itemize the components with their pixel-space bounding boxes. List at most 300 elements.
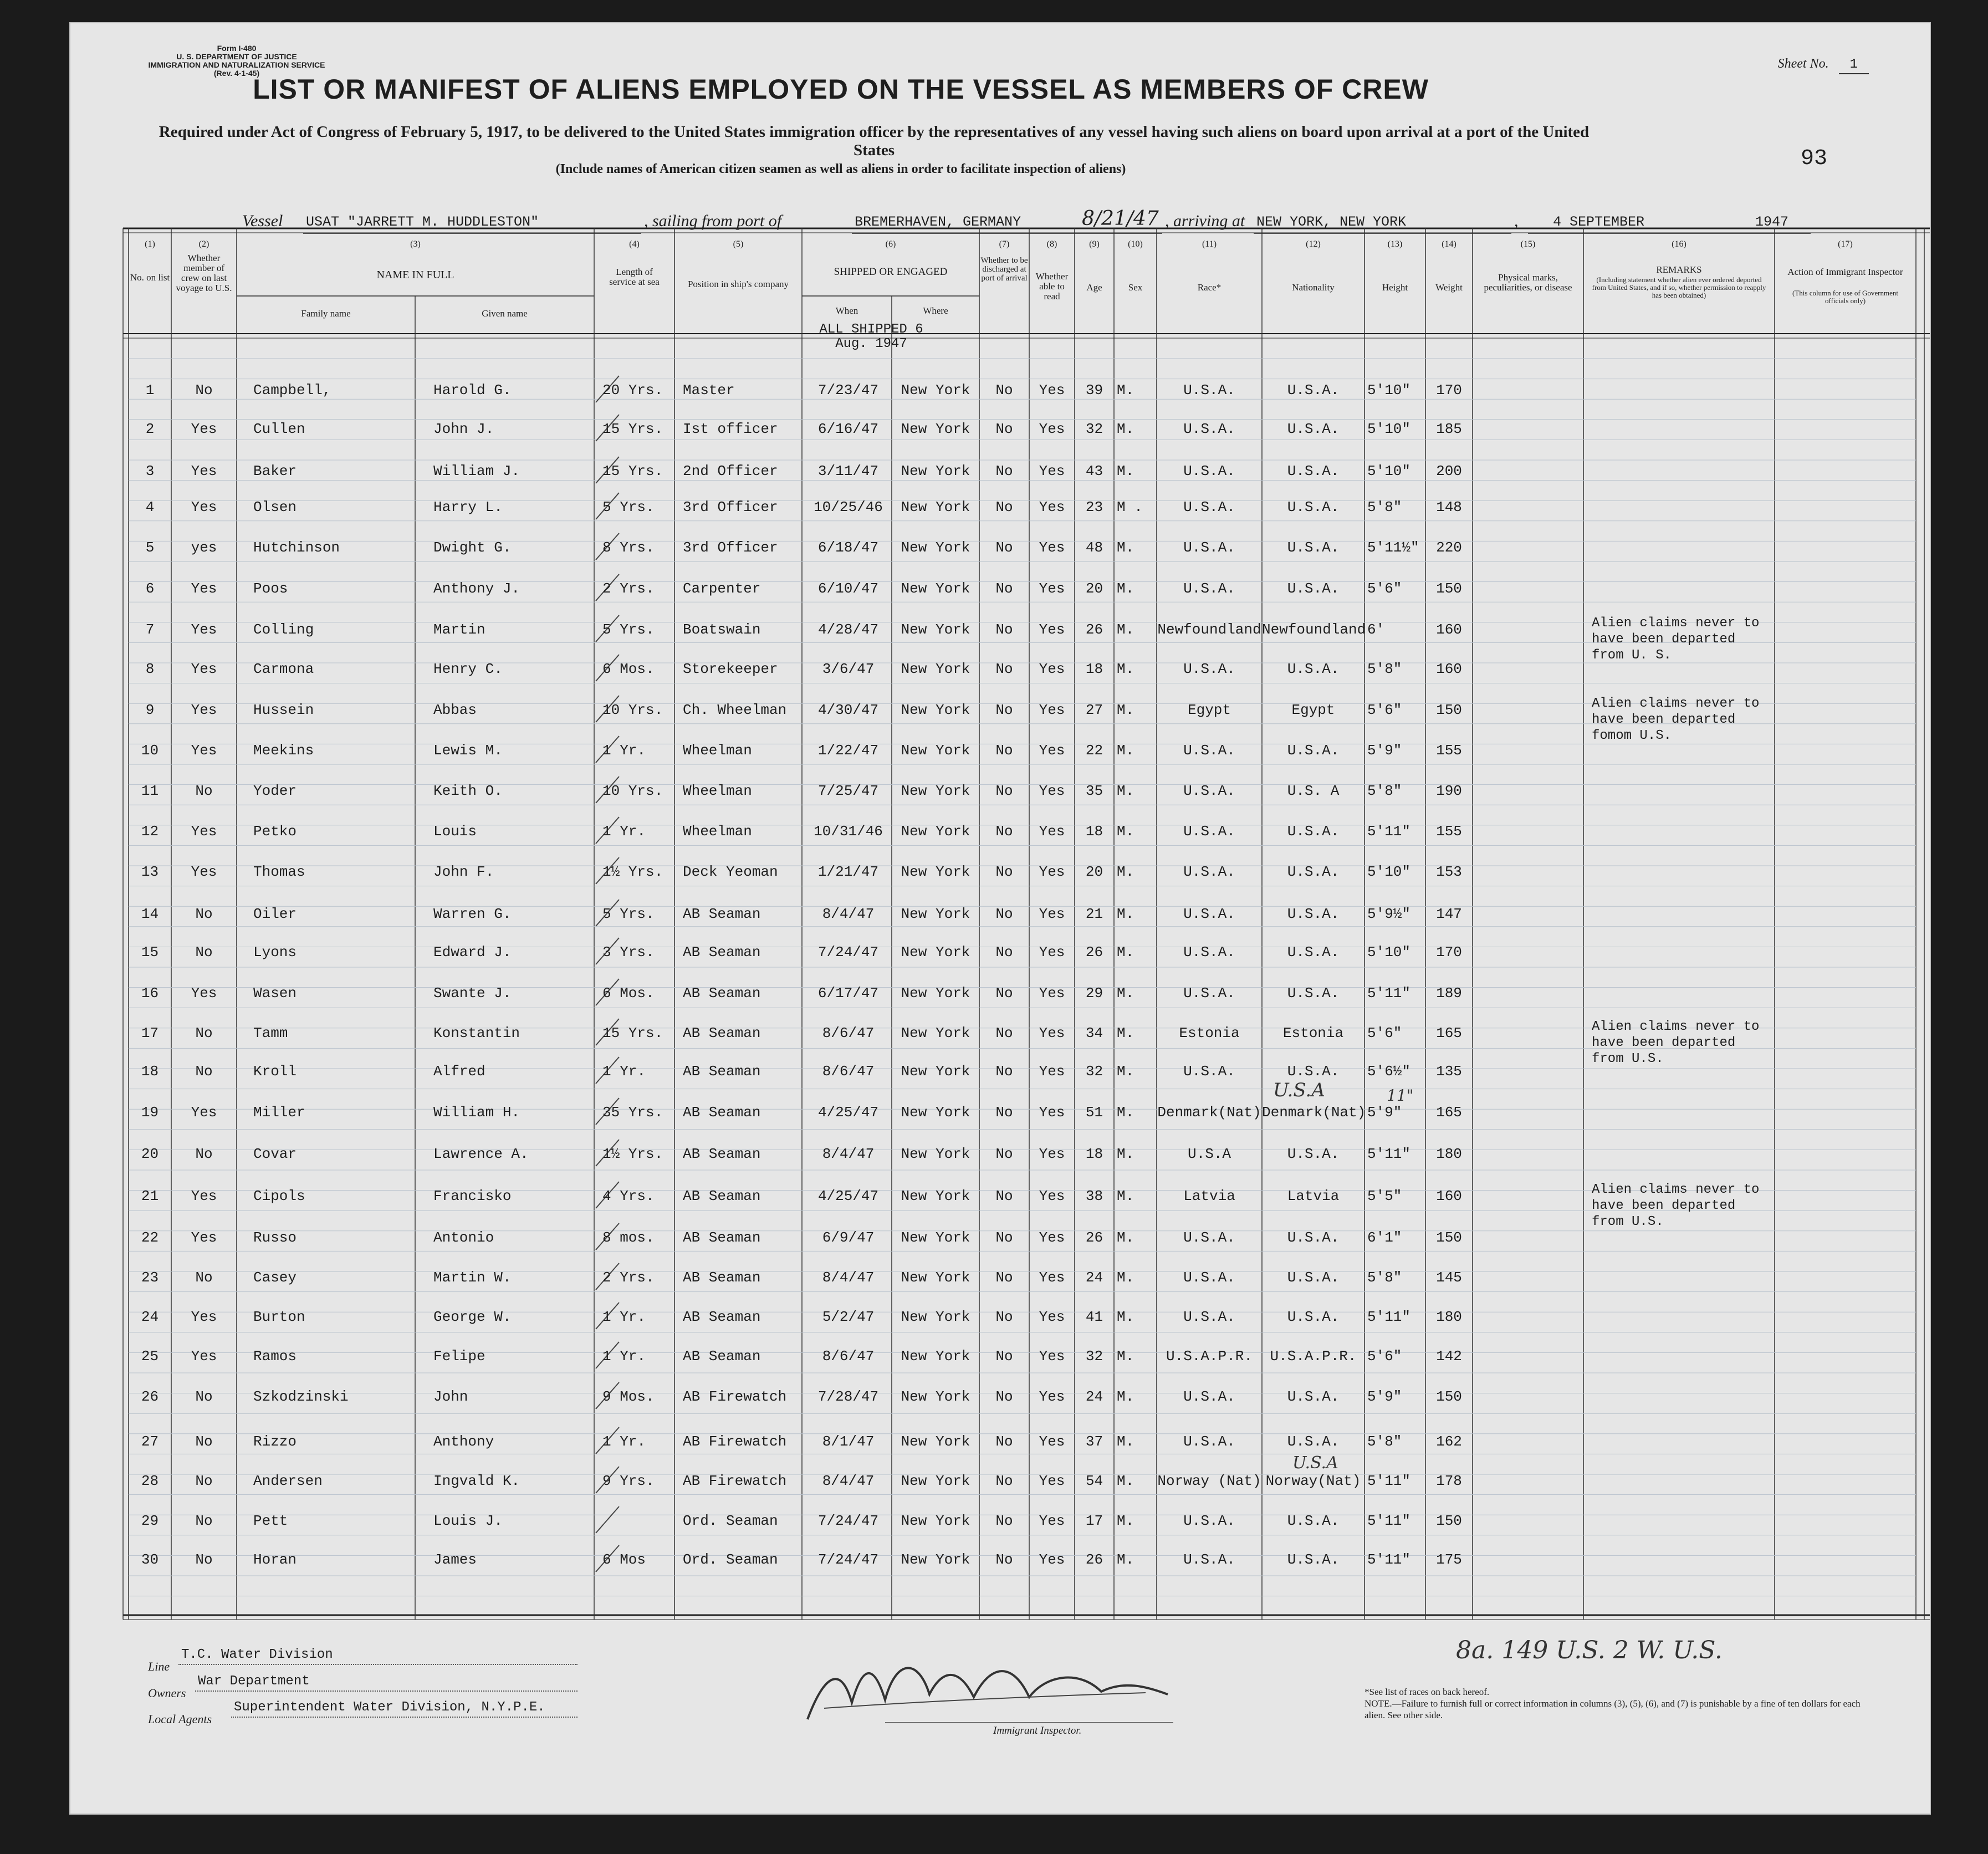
cell-sex: M. <box>1117 539 1134 556</box>
cell-position: Wheelman <box>683 742 752 759</box>
cell-service: 1 Yr. <box>602 1348 646 1365</box>
cell-discharged: No <box>995 1188 1013 1204</box>
header-physical-marks: Physical marks, peculiarities, or disease <box>1484 272 1572 293</box>
cell-service: 10 Yrs. <box>602 783 663 799</box>
cell-prev: Yes <box>191 823 217 840</box>
cell-given: Harold G. <box>433 382 512 399</box>
cell-height: 5'9" <box>1367 742 1402 759</box>
cell-when: 6/10/47 <box>817 580 879 597</box>
header-able-to-read: Whether able to read <box>1035 271 1069 302</box>
cell-service: 5 Yrs. <box>602 906 655 922</box>
line-label: Line <box>148 1659 170 1673</box>
cell-given: Keith O. <box>433 783 503 799</box>
cell-race: U.S.A.P.R. <box>1166 1348 1253 1365</box>
cell-given: Felipe <box>433 1348 485 1365</box>
cell-service: 9 Yrs. <box>602 1473 655 1489</box>
cell-given: William J. <box>433 463 520 479</box>
cell-read: Yes <box>1039 742 1065 759</box>
cell-height: 5'11" <box>1367 1146 1411 1162</box>
cell-discharged: No <box>995 1513 1013 1529</box>
header-position: Position in ship's company <box>687 279 789 289</box>
cell-read: Yes <box>1039 580 1065 597</box>
cell-discharged: No <box>995 421 1013 437</box>
cell-where: New York <box>901 539 970 556</box>
cell-age: 22 <box>1085 742 1103 759</box>
cell-sex: M. <box>1117 864 1134 880</box>
header-length-of-service: Length of service at sea <box>609 267 660 287</box>
cell-nationality: U.S. A <box>1287 783 1340 799</box>
cell-where: New York <box>901 1433 970 1450</box>
cell-where: New York <box>901 421 970 437</box>
cell-weight: 155 <box>1436 742 1462 759</box>
cell-sex: M. <box>1117 1513 1134 1529</box>
cell-given: Warren G. <box>433 906 512 922</box>
cell-position: Ist officer <box>683 421 778 437</box>
revision-date: (Rev. 4-1-45) <box>213 69 260 78</box>
cell-when: 4/30/47 <box>817 702 879 718</box>
cell-when: 1/21/47 <box>817 864 879 880</box>
cell-nationality: U.S.A. <box>1287 1551 1340 1568</box>
cell-family: Hussein <box>253 702 314 718</box>
cell-family: Burton <box>253 1309 305 1325</box>
cell-prev: No <box>195 1513 213 1529</box>
cell-height: 5'6" <box>1367 1348 1402 1365</box>
cell-nationality: Newfoundland <box>1262 621 1366 638</box>
cell-weight: 160 <box>1436 1188 1462 1204</box>
cell-family: Campbell, <box>253 382 331 399</box>
column-number: (6) <box>885 239 896 249</box>
cell-no: 6 <box>145 580 155 597</box>
inspector-label: Immigrant Inspector. <box>993 1725 1082 1736</box>
column-number: (9) <box>1089 239 1100 249</box>
cell-when: 8/4/47 <box>822 906 875 922</box>
cell-family: Kroll <box>253 1063 297 1080</box>
cell-age: 26 <box>1085 621 1103 638</box>
cell-service: 1 Yr. <box>602 1309 646 1325</box>
cell-given: William H. <box>433 1104 520 1121</box>
cell-given: Lewis M. <box>433 742 503 759</box>
column-number: (13) <box>1387 239 1403 249</box>
cell-height: 5'8" <box>1367 499 1402 515</box>
cell-nationality: U.S.A. <box>1287 906 1340 922</box>
cell-family: Colling <box>253 621 314 638</box>
cell-height: 5'6" <box>1367 1025 1402 1041</box>
cell-nationality: Latvia <box>1287 1188 1340 1204</box>
cell-weight: 147 <box>1436 906 1462 922</box>
cell-family: Oiler <box>253 906 297 922</box>
cell-given: Martin W. <box>433 1269 512 1286</box>
cell-no: 30 <box>141 1551 159 1568</box>
cell-position: AB Seaman <box>683 1309 761 1325</box>
cell-weight: 160 <box>1436 661 1462 677</box>
cell-no: 18 <box>141 1063 159 1080</box>
cell-height: 5'9" <box>1367 1104 1402 1121</box>
cell-nationality: U.S.A. <box>1287 742 1340 759</box>
header-inspector-action: Action of Immigrant Inspector <box>1787 267 1903 277</box>
cell-no: 28 <box>141 1473 159 1489</box>
cell-race: U.S.A. <box>1183 1433 1235 1450</box>
cell-race: U.S.A. <box>1183 783 1235 799</box>
cell-prev: No <box>195 906 213 922</box>
cell-nationality: U.S.A. <box>1287 1146 1340 1162</box>
cell-where: New York <box>901 580 970 597</box>
cell-nationality: U.S.A. <box>1287 1388 1340 1405</box>
cell-when: 6/17/47 <box>817 985 879 1002</box>
cell-no: 13 <box>141 864 159 880</box>
column-number: (5) <box>733 239 744 249</box>
cell-discharged: No <box>995 661 1013 677</box>
cell-position: 3rd Officer <box>683 539 778 556</box>
cell-given: Francisko <box>433 1188 512 1204</box>
header-age: Age <box>1086 282 1102 293</box>
cell-age: 38 <box>1085 1188 1103 1204</box>
cell-position: AB Seaman <box>683 1063 761 1080</box>
cell-discharged: No <box>995 539 1013 556</box>
cell-race: U.S.A. <box>1183 944 1235 961</box>
cell-given: John <box>433 1388 468 1405</box>
cell-nationality: U.S.A. <box>1287 1063 1340 1080</box>
cell-age: 24 <box>1085 1388 1103 1405</box>
cell-given: John F. <box>433 864 494 880</box>
cell-when: 10/31/46 <box>814 823 883 840</box>
cell-height: 6'1" <box>1367 1229 1402 1246</box>
cell-no: 14 <box>141 906 159 922</box>
cell-family: Russo <box>253 1229 297 1246</box>
cell-height: 5'8" <box>1367 661 1402 677</box>
cell-prev: No <box>195 1551 213 1568</box>
owners-label: Owners <box>148 1686 186 1700</box>
cell-where: New York <box>901 1146 970 1162</box>
cell-age: 20 <box>1085 864 1103 880</box>
cell-prev: Yes <box>191 580 217 597</box>
cell-family: Miller <box>253 1104 305 1121</box>
cell-read: Yes <box>1039 1269 1065 1286</box>
cell-weight: 170 <box>1436 382 1462 399</box>
cell-age: 32 <box>1085 1063 1103 1080</box>
cell-family: Cullen <box>253 421 305 437</box>
arrival-date: 4 SEPTEMBER <box>1553 214 1645 230</box>
cell-where: New York <box>901 742 970 759</box>
cell-sex: M. <box>1117 944 1134 961</box>
page-title: LIST OR MANIFEST OF ALIENS EMPLOYED ON THE VESSEL AS MEMBERS OF CREW <box>253 74 1429 105</box>
cell-discharged: No <box>995 1309 1013 1325</box>
column-number: (1) <box>145 239 155 249</box>
cell-no: 2 <box>145 421 155 437</box>
cell-discharged: No <box>995 1388 1013 1405</box>
cell-sex: M. <box>1117 1188 1134 1204</box>
cell-prev: No <box>195 1269 213 1286</box>
cell-family: Yoder <box>253 783 297 799</box>
cell-age: 32 <box>1085 421 1103 437</box>
cell-read: Yes <box>1039 1513 1065 1529</box>
cell-no: 22 <box>141 1229 159 1246</box>
cell-given: Lawrence A. <box>433 1146 529 1162</box>
cell-where: New York <box>901 1473 970 1489</box>
cell-read: Yes <box>1039 463 1065 479</box>
cell-when: 1/22/47 <box>817 742 879 759</box>
cell-where: New York <box>901 1188 970 1204</box>
cell-position: Storekeeper <box>683 661 778 677</box>
cell-sex: M. <box>1117 463 1134 479</box>
cell-when: 8/4/47 <box>822 1269 875 1286</box>
cell-height: 5'6" <box>1367 702 1402 718</box>
cell-family: Hutchinson <box>253 539 340 556</box>
cell-prev: Yes <box>191 621 217 638</box>
cell-no: 12 <box>141 823 159 840</box>
cell-read: Yes <box>1039 621 1065 638</box>
cell-race: U.S.A. <box>1183 463 1235 479</box>
cell-family: Tamm <box>253 1025 288 1041</box>
cell-weight: 185 <box>1436 421 1462 437</box>
handwritten-departure-date: 8/21/47 <box>1082 207 1159 230</box>
cell-prev: Yes <box>191 1309 217 1325</box>
cell-prev: Yes <box>191 1348 217 1365</box>
cell-when: 7/25/47 <box>817 783 879 799</box>
cell-when: 6/9/47 <box>822 1229 875 1246</box>
race-note: *See list of races on back hereof. <box>1364 1687 1490 1697</box>
cell-discharged: No <box>995 580 1013 597</box>
cell-family: Petko <box>253 823 297 840</box>
cell-age: 24 <box>1085 1269 1103 1286</box>
cell-nationality: U.S.A.P.R. <box>1270 1348 1357 1365</box>
service-name: IMMIGRATION AND NATURALIZATION SERVICE <box>148 60 325 69</box>
cell-discharged: No <box>995 864 1013 880</box>
cell-family: Baker <box>253 463 297 479</box>
cell-height: 5'9" <box>1367 1388 1402 1405</box>
cell-when: 10/25/46 <box>814 499 883 515</box>
shipped-note: ALL SHIPPED 6 Aug. 1947 <box>819 322 923 351</box>
cell-where: New York <box>901 906 970 922</box>
cell-race: U.S.A. <box>1183 823 1235 840</box>
header-where: Where <box>923 305 948 316</box>
cell-height: 5'11½" <box>1367 539 1419 556</box>
cell-service: 6 Mos. <box>602 985 655 1002</box>
page-number: 93 <box>1800 146 1827 171</box>
cell-read: Yes <box>1039 1229 1065 1246</box>
cell-given: James <box>433 1551 477 1568</box>
cell-discharged: No <box>995 742 1013 759</box>
cell-race: U.S.A. <box>1183 499 1235 515</box>
arrival-year: 1947 <box>1755 214 1789 230</box>
cell-discharged: No <box>995 1063 1013 1080</box>
cell-height: 5'11" <box>1367 1309 1411 1325</box>
cell-race: U.S.A <box>1187 1146 1231 1162</box>
cell-weight: 150 <box>1436 702 1462 718</box>
cell-height: 5'10" <box>1367 463 1411 479</box>
cell-sex: M. <box>1117 1063 1134 1080</box>
cell-nationality: U.S.A. <box>1287 661 1340 677</box>
cell-when: 7/28/47 <box>817 1388 879 1405</box>
cell-given: Harry L. <box>433 499 503 515</box>
footer-note <box>1364 1686 1863 1721</box>
manifest-sheet <box>69 22 1931 1815</box>
cell-nationality: Egypt <box>1291 702 1335 718</box>
cell-weight: 155 <box>1436 823 1462 840</box>
cell-read: Yes <box>1039 1063 1065 1080</box>
owners-value: War Department <box>198 1674 310 1689</box>
column-number: (16) <box>1672 239 1687 249</box>
cell-age: 21 <box>1085 906 1103 922</box>
cell-family: Meekins <box>253 742 314 759</box>
line-value: T.C. Water Division <box>181 1647 333 1662</box>
cell-prev: yes <box>191 539 217 556</box>
cell-nationality: U.S.A. <box>1287 1433 1340 1450</box>
cell-race: U.S.A. <box>1183 539 1235 556</box>
cell-position: AB Seaman <box>683 1269 761 1286</box>
cell-service: 1½ Yrs. <box>602 864 663 880</box>
cell-weight: 189 <box>1436 985 1462 1002</box>
cell-age: 34 <box>1085 1025 1103 1041</box>
cell-height: 6' <box>1367 621 1385 638</box>
cell-read: Yes <box>1039 1433 1065 1450</box>
cell-read: Yes <box>1039 1104 1065 1121</box>
cell-given: Anthony J. <box>433 580 520 597</box>
cell-age: 29 <box>1085 985 1103 1002</box>
cell-sex: M. <box>1117 985 1134 1002</box>
cell-where: New York <box>901 783 970 799</box>
cell-race: Estonia <box>1179 1025 1240 1041</box>
cell-sex: M. <box>1117 1388 1134 1405</box>
cell-given: Martin <box>433 621 485 638</box>
cell-sex: M. <box>1117 1229 1134 1246</box>
cell-family: Lyons <box>253 944 297 961</box>
cell-read: Yes <box>1039 702 1065 718</box>
cell-where: New York <box>901 1388 970 1405</box>
cell-service: 5 Yrs. <box>602 499 655 515</box>
cell-age: 32 <box>1085 1348 1103 1365</box>
cell-given: Dwight G. <box>433 539 512 556</box>
cell-service: 15 Yrs. <box>602 1025 663 1041</box>
handwritten-nationality-correction: U.S.A <box>1273 1079 1325 1101</box>
cell-discharged: No <box>995 463 1013 479</box>
cell-service: 35 Yrs. <box>602 1104 663 1121</box>
cell-race: U.S.A. <box>1183 661 1235 677</box>
cell-sex: M. <box>1117 1146 1134 1162</box>
cell-nationality: U.S.A. <box>1287 864 1340 880</box>
cell-weight: 150 <box>1436 1229 1462 1246</box>
cell-discharged: No <box>995 906 1013 922</box>
vessel-label: Vessel <box>242 212 283 230</box>
cell-family: Thomas <box>253 864 305 880</box>
cell-height: 5'10" <box>1367 944 1411 961</box>
column-number: (4) <box>629 239 640 249</box>
cell-prev: No <box>195 1025 213 1041</box>
cell-family: Horan <box>253 1551 297 1568</box>
cell-race: U.S.A. <box>1183 1063 1235 1080</box>
cell-where: New York <box>901 985 970 1002</box>
cell-age: 18 <box>1085 823 1103 840</box>
cell-no: 20 <box>141 1146 159 1162</box>
header-sex: Sex <box>1128 282 1143 293</box>
cell-age: 37 <box>1085 1433 1103 1450</box>
cell-no: 23 <box>141 1269 159 1286</box>
cell-read: Yes <box>1039 1309 1065 1325</box>
cell-discharged: No <box>995 1433 1013 1450</box>
cell-service: 2 Yrs. <box>602 580 655 597</box>
handwritten-height-correction: 11" <box>1387 1086 1414 1105</box>
cell-where: New York <box>901 1229 970 1246</box>
cell-weight: 220 <box>1436 539 1462 556</box>
cell-height: 5'11" <box>1367 1513 1411 1529</box>
column-number: (8) <box>1046 239 1057 249</box>
cell-position: AB Seaman <box>683 1229 761 1246</box>
cell-prev: Yes <box>191 985 217 1002</box>
cell-nationality: Norway(Nat) <box>1265 1473 1361 1489</box>
cell-given: Louis <box>433 823 477 840</box>
cell-position: 3rd Officer <box>683 499 778 515</box>
cell-height: 5'6" <box>1367 580 1402 597</box>
cell-sex: M. <box>1117 702 1134 718</box>
cell-prev: No <box>195 382 213 399</box>
cell-service: 20 Yrs. <box>602 382 663 399</box>
cell-prev: No <box>195 1433 213 1450</box>
cell-family: Casey <box>253 1269 297 1286</box>
cell-service: 1 Yr. <box>602 823 646 840</box>
cell-height: 5'11" <box>1367 823 1411 840</box>
cell-family: Ramos <box>253 1348 297 1365</box>
cell-where: New York <box>901 944 970 961</box>
department-name: U. S. DEPARTMENT OF JUSTICE <box>176 52 297 61</box>
cell-position: AB Seaman <box>683 1146 761 1162</box>
cell-nationality: U.S.A. <box>1287 382 1340 399</box>
column-number: (7) <box>999 239 1010 249</box>
cell-read: Yes <box>1039 382 1065 399</box>
cell-nationality: U.S.A. <box>1287 1269 1340 1286</box>
cell-when: 8/6/47 <box>822 1063 875 1080</box>
header-name-in-full: NAME IN FULL <box>376 269 454 281</box>
cell-weight: 165 <box>1436 1104 1462 1121</box>
header-family-name: Family name <box>301 308 351 319</box>
cell-where: New York <box>901 1025 970 1041</box>
cell-when: 5/2/47 <box>822 1309 875 1325</box>
agents-value: Superintendent Water Division, N.Y.P.E. <box>234 1700 545 1715</box>
cell-read: Yes <box>1039 421 1065 437</box>
cell-read: Yes <box>1039 661 1065 677</box>
column-number: (3) <box>410 239 421 249</box>
cell-prev: Yes <box>191 702 217 718</box>
cell-when: 7/24/47 <box>817 944 879 961</box>
cell-given: Alfred <box>433 1063 485 1080</box>
cell-discharged: No <box>995 823 1013 840</box>
vessel-name: USAT "JARRETT M. HUDDLESTON" <box>306 214 539 230</box>
sheet-number-value: 1 <box>1839 57 1869 74</box>
cell-prev: Yes <box>191 742 217 759</box>
cell-discharged: No <box>995 1269 1013 1286</box>
remark-text: Alien claims never to have been departed fomom U.S. <box>1592 696 1760 743</box>
cell-position: Ch. Wheelman <box>683 702 787 718</box>
cell-race: U.S.A. <box>1183 421 1235 437</box>
cell-race: Denmark(Nat) <box>1157 1104 1261 1121</box>
cell-discharged: No <box>995 382 1013 399</box>
cell-position: Boatswain <box>683 621 761 638</box>
cell-prev: Yes <box>191 421 217 437</box>
cell-age: 17 <box>1085 1513 1103 1529</box>
cell-height: 5'8" <box>1367 783 1402 799</box>
cell-read: Yes <box>1039 985 1065 1002</box>
cell-position: Ord. Seaman <box>683 1551 778 1568</box>
cell-where: New York <box>901 1063 970 1080</box>
column-number: (2) <box>198 239 209 249</box>
cell-given: Louis J. <box>433 1513 503 1529</box>
header-remarks: REMARKS <box>1656 264 1702 275</box>
cell-position: AB Seaman <box>683 944 761 961</box>
cell-nationality: U.S.A. <box>1287 539 1340 556</box>
cell-where: New York <box>901 499 970 515</box>
cell-family: Wasen <box>253 985 297 1002</box>
cell-race: U.S.A. <box>1183 1309 1235 1325</box>
cell-race: U.S.A. <box>1183 985 1235 1002</box>
cell-weight: 160 <box>1436 621 1462 638</box>
